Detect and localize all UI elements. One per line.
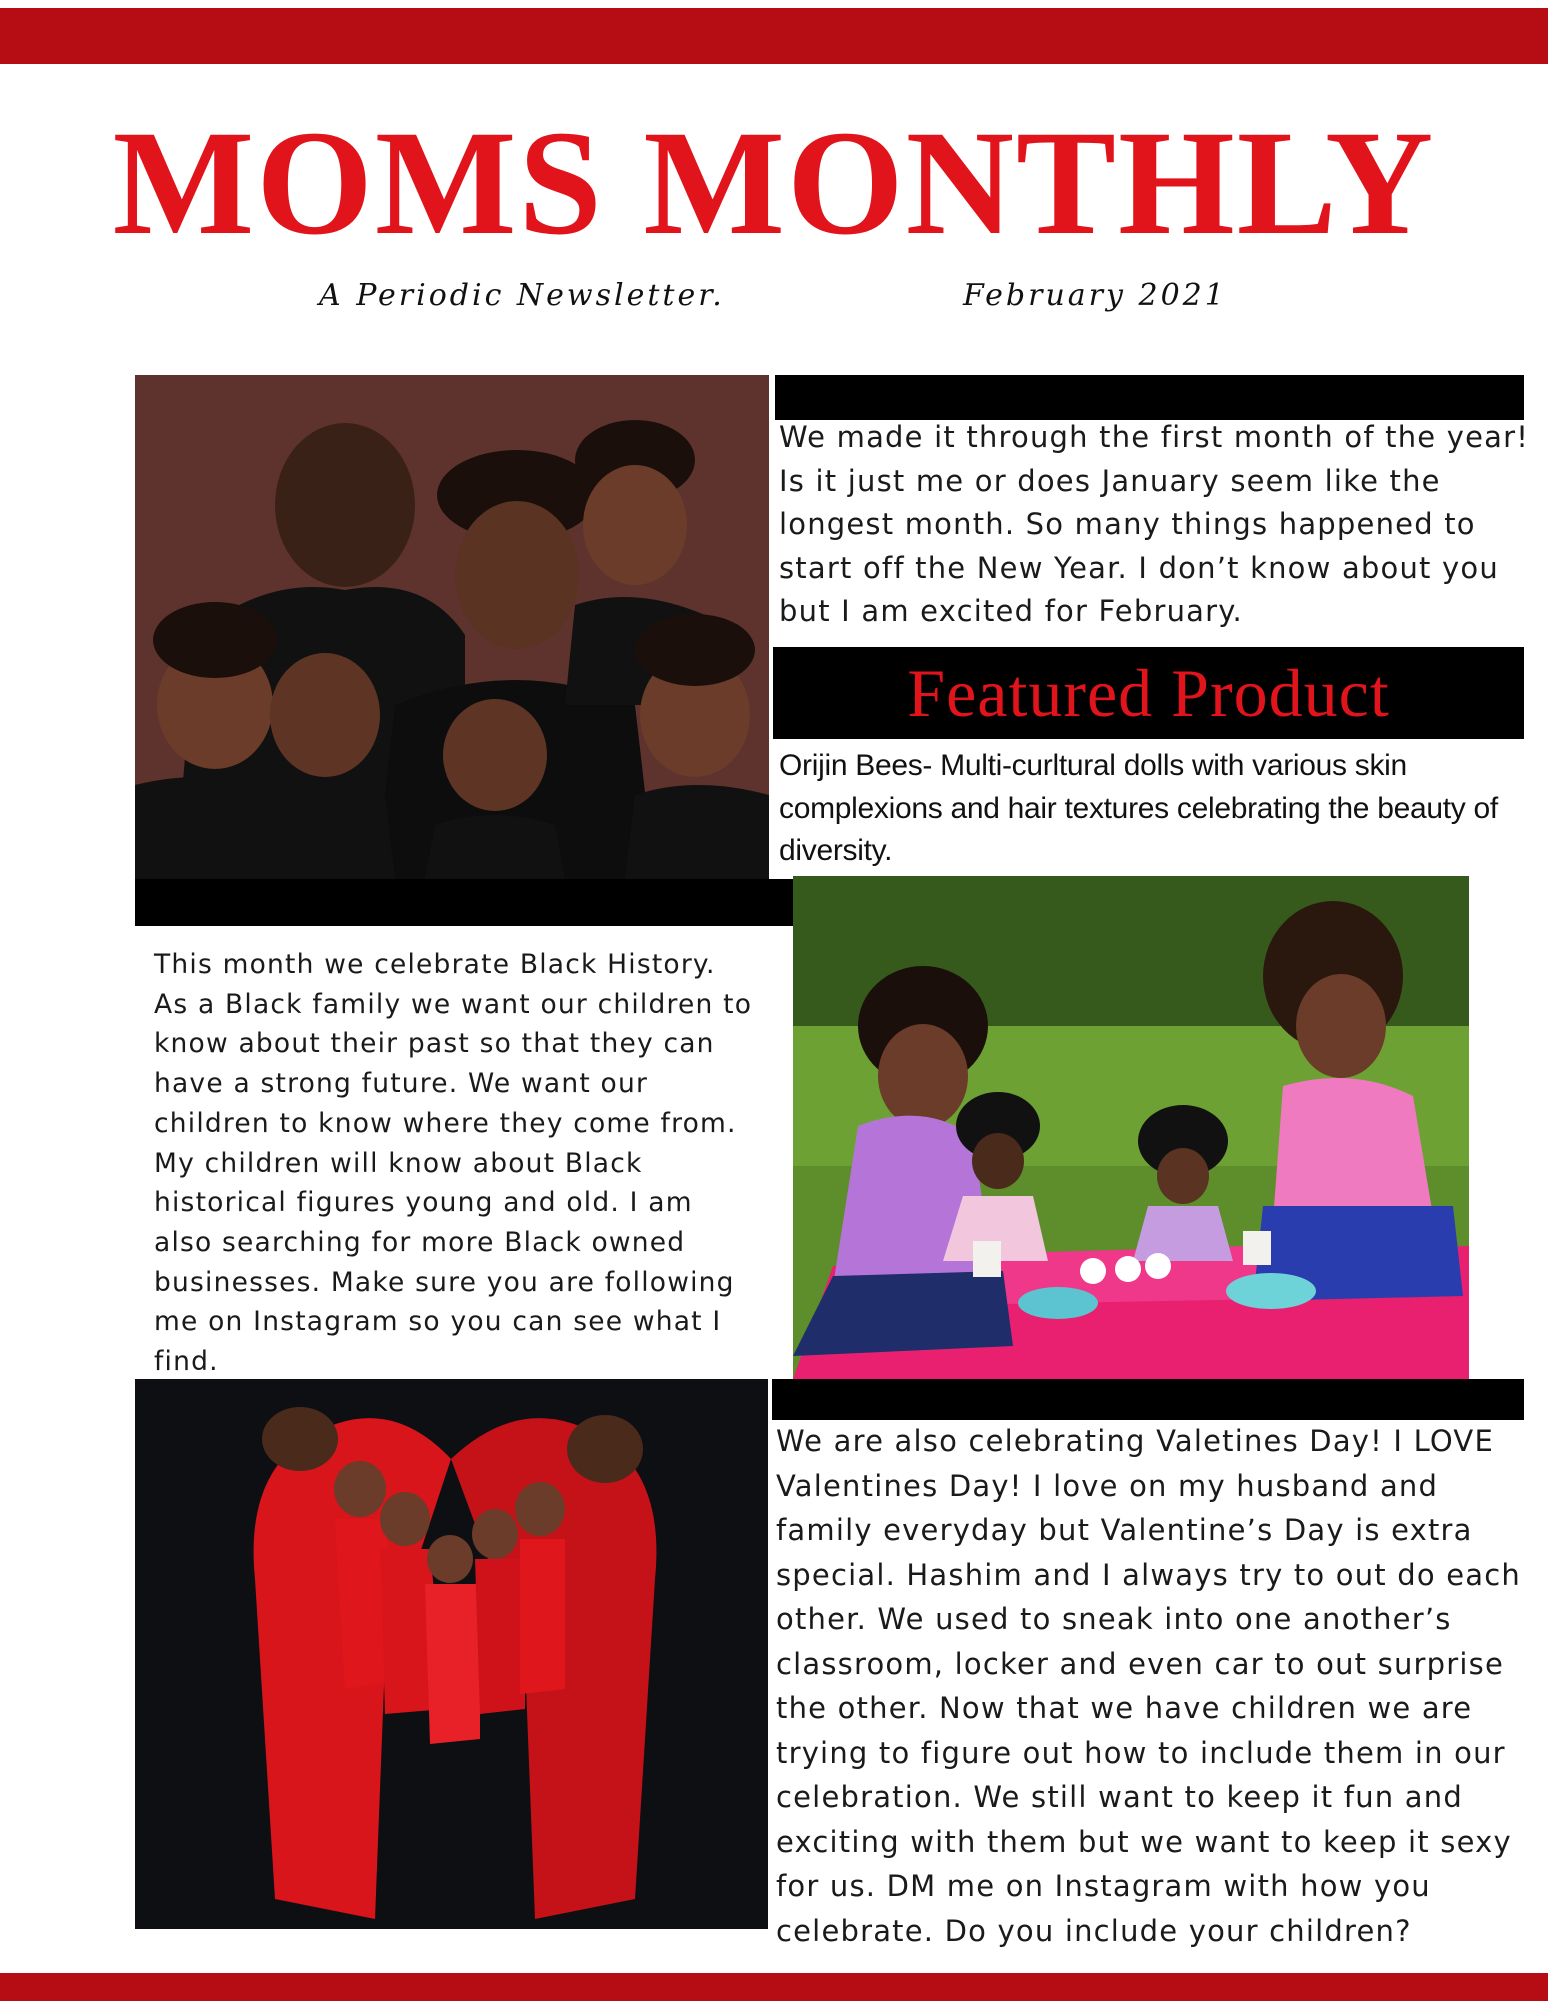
intro-header-bar <box>775 375 1524 420</box>
valentine-family-photo <box>135 1379 768 1929</box>
featured-product-banner <box>773 647 1524 739</box>
featured-product-description: Orijin Bees- Multi-curltural dolls with various skin complexions and hair textures celebrating the beauty of diversity. <box>779 749 1498 867</box>
picnic-dolls-photo <box>793 876 1469 1379</box>
top-red-bar <box>0 8 1548 64</box>
intro-paragraph: We made it through the first month of the year! Is it just me or does January seem like the longest month. So many things happened to start off the New Year. I don’t know about you but I am excited for February. <box>779 420 1530 628</box>
newsletter-title: MOMS MONTHLY <box>112 100 1436 266</box>
newsletter-subtitle: A Periodic Newsletter. <box>319 278 725 313</box>
newsletter-date: February 2021 <box>963 278 1227 313</box>
black-history-paragraph: This month we celebrate Black History. As a Black family we want our children to know about their past so that they can have a strong future. We want our children to know where they come from. My children will know about Black historical figures young and old. I am also searching for more Black owned businesses. Make sure you are following me on Instagram so you can see what I find. <box>154 949 753 1378</box>
photo-caption-bar <box>135 879 794 926</box>
bottom-red-bar <box>0 1973 1548 2001</box>
valentine-paragraph: We are also celebrating Valetines Day! I LOVE Valentines Day! I love on my husband and family everyday but Valentine’s Day is extra special. Hashim and I always try to out do each other. We used to sneak into one another’s classroom, locker and even car to out surprise the other. Now that we have children we are trying to figure out how to include them in our celebration. We still want to keep it fun and exciting with them but we want to keep it sexy for us. DM me on Instagram with how you celebrate. Do you include your children? <box>776 1424 1521 1948</box>
valentine-header-bar <box>772 1379 1524 1420</box>
featured-product-heading: Featured Product <box>907 655 1390 731</box>
family-portrait-photo <box>135 375 769 879</box>
